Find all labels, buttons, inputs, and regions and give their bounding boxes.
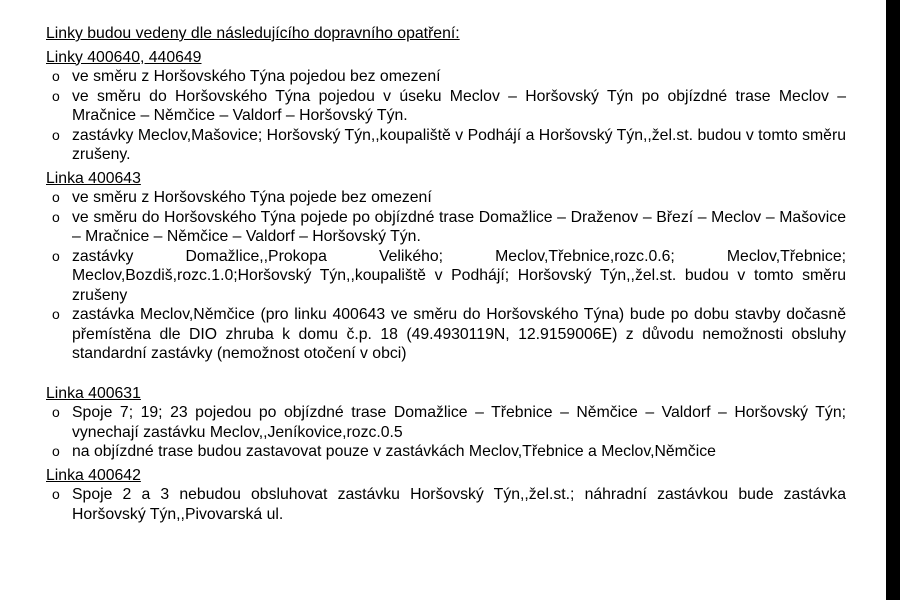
list-item-text: ve směru z Horšovského Týna pojedou bez omezení	[72, 68, 441, 85]
section-list	[46, 403, 846, 462]
list-item-text: zastávka Meclov,Němčice (pro linku 400643 ve směru do Horšovského Týna) bude po dobu stavby dočasně přemístěna dle DIO zhruba k domu č.p. 18 (49.4930119N, 12.9159006E) z důvodu nemožnosti obsluhy standardní zastávky (nemožnost otočení v obci)	[72, 306, 846, 362]
section-heading: Linka 400643	[46, 169, 141, 187]
list-item	[46, 87, 846, 126]
list-item	[46, 126, 846, 165]
list-item	[46, 485, 846, 524]
list-item	[46, 208, 846, 247]
document-title: Linky budou vedeny dle následujícího dopravního opatření:	[46, 25, 460, 42]
list-item	[46, 403, 846, 442]
list-item-text: ve směru do Horšovského Týna pojede po objízdné trase Domažlice – Draženov – Březí – Meclov – Mašovice – Mračnice – Němčice – Valdorf – Horšovský Týn.	[72, 208, 846, 245]
list-item	[46, 188, 846, 208]
section-list	[46, 485, 846, 524]
section-heading: Linky 400640, 440649	[46, 48, 202, 66]
list-item-text: zastávky Meclov,Mašovice; Horšovský Týn,,koupaliště v Podhájí a Horšovský Týn,,žel.st. budou v tomto směru zrušeny.	[72, 126, 846, 163]
bullet-circle-icon: o	[52, 486, 60, 502]
section-heading: Linka 400631	[46, 384, 141, 402]
list-item-text: Spoje 7; 19; 23 pojedou po objízdné trase Domažlice – Třebnice – Němčice – Valdorf – Horšovský Týn; vynechají zastávku Meclov,,Jeníkovice,rozc.0.5	[72, 404, 846, 441]
bullet-circle-icon: o	[52, 443, 60, 459]
section-linka-400642	[46, 466, 846, 525]
section-heading: Linka 400642	[46, 466, 141, 484]
bullet-circle-icon: o	[52, 126, 60, 143]
bullet-circle-icon: o	[52, 87, 60, 104]
section-linka-400643	[46, 169, 846, 364]
list-item	[46, 305, 846, 364]
list-item	[46, 67, 846, 87]
document-content	[46, 24, 846, 524]
list-item-text: Spoje 2 a 3 nebudou obsluhovat zastávku Horšovský Týn,,žel.st.; náhradní zastávkou bude zastávka Horšovský Týn,,Pivovarská ul.	[72, 486, 846, 523]
section-linka-400631	[46, 384, 846, 462]
section-list	[46, 67, 846, 165]
list-item-text: zastávky Domažlice,,Prokopa Velikého; Meclov,Třebnice,rozc.0.6; Meclov,Třebnice; Meclov,Bozdiš,rozc.1.0;Horšovský Týn,,koupaliště v Podhájí; Horšovský Týn,,žel.st. budou v tomto směru zrušeny	[72, 247, 846, 304]
section-list	[46, 188, 846, 364]
bullet-circle-icon: o	[52, 208, 60, 225]
list-item-text: ve směru do Horšovského Týna pojedou v úseku Meclov – Horšovský Týn po objízdné trase Meclov – Mračnice – Němčice – Valdorf – Horšovský Týn.	[72, 87, 846, 124]
list-item	[46, 247, 846, 306]
list-item-text: na objízdné trase budou zastavovat pouze v zastávkách Meclov,Třebnice a Meclov,Němčice	[72, 443, 716, 460]
bullet-circle-icon: o	[52, 404, 60, 420]
list-item	[46, 442, 846, 462]
list-item-text: ve směru z Horšovského Týna pojede bez omezení	[72, 189, 432, 206]
bullet-circle-icon: o	[52, 189, 60, 205]
bullet-circle-icon: o	[52, 68, 60, 84]
section-linky-400640-440649	[46, 48, 846, 165]
bullet-circle-icon: o	[52, 247, 60, 264]
bullet-circle-icon: o	[52, 306, 60, 322]
